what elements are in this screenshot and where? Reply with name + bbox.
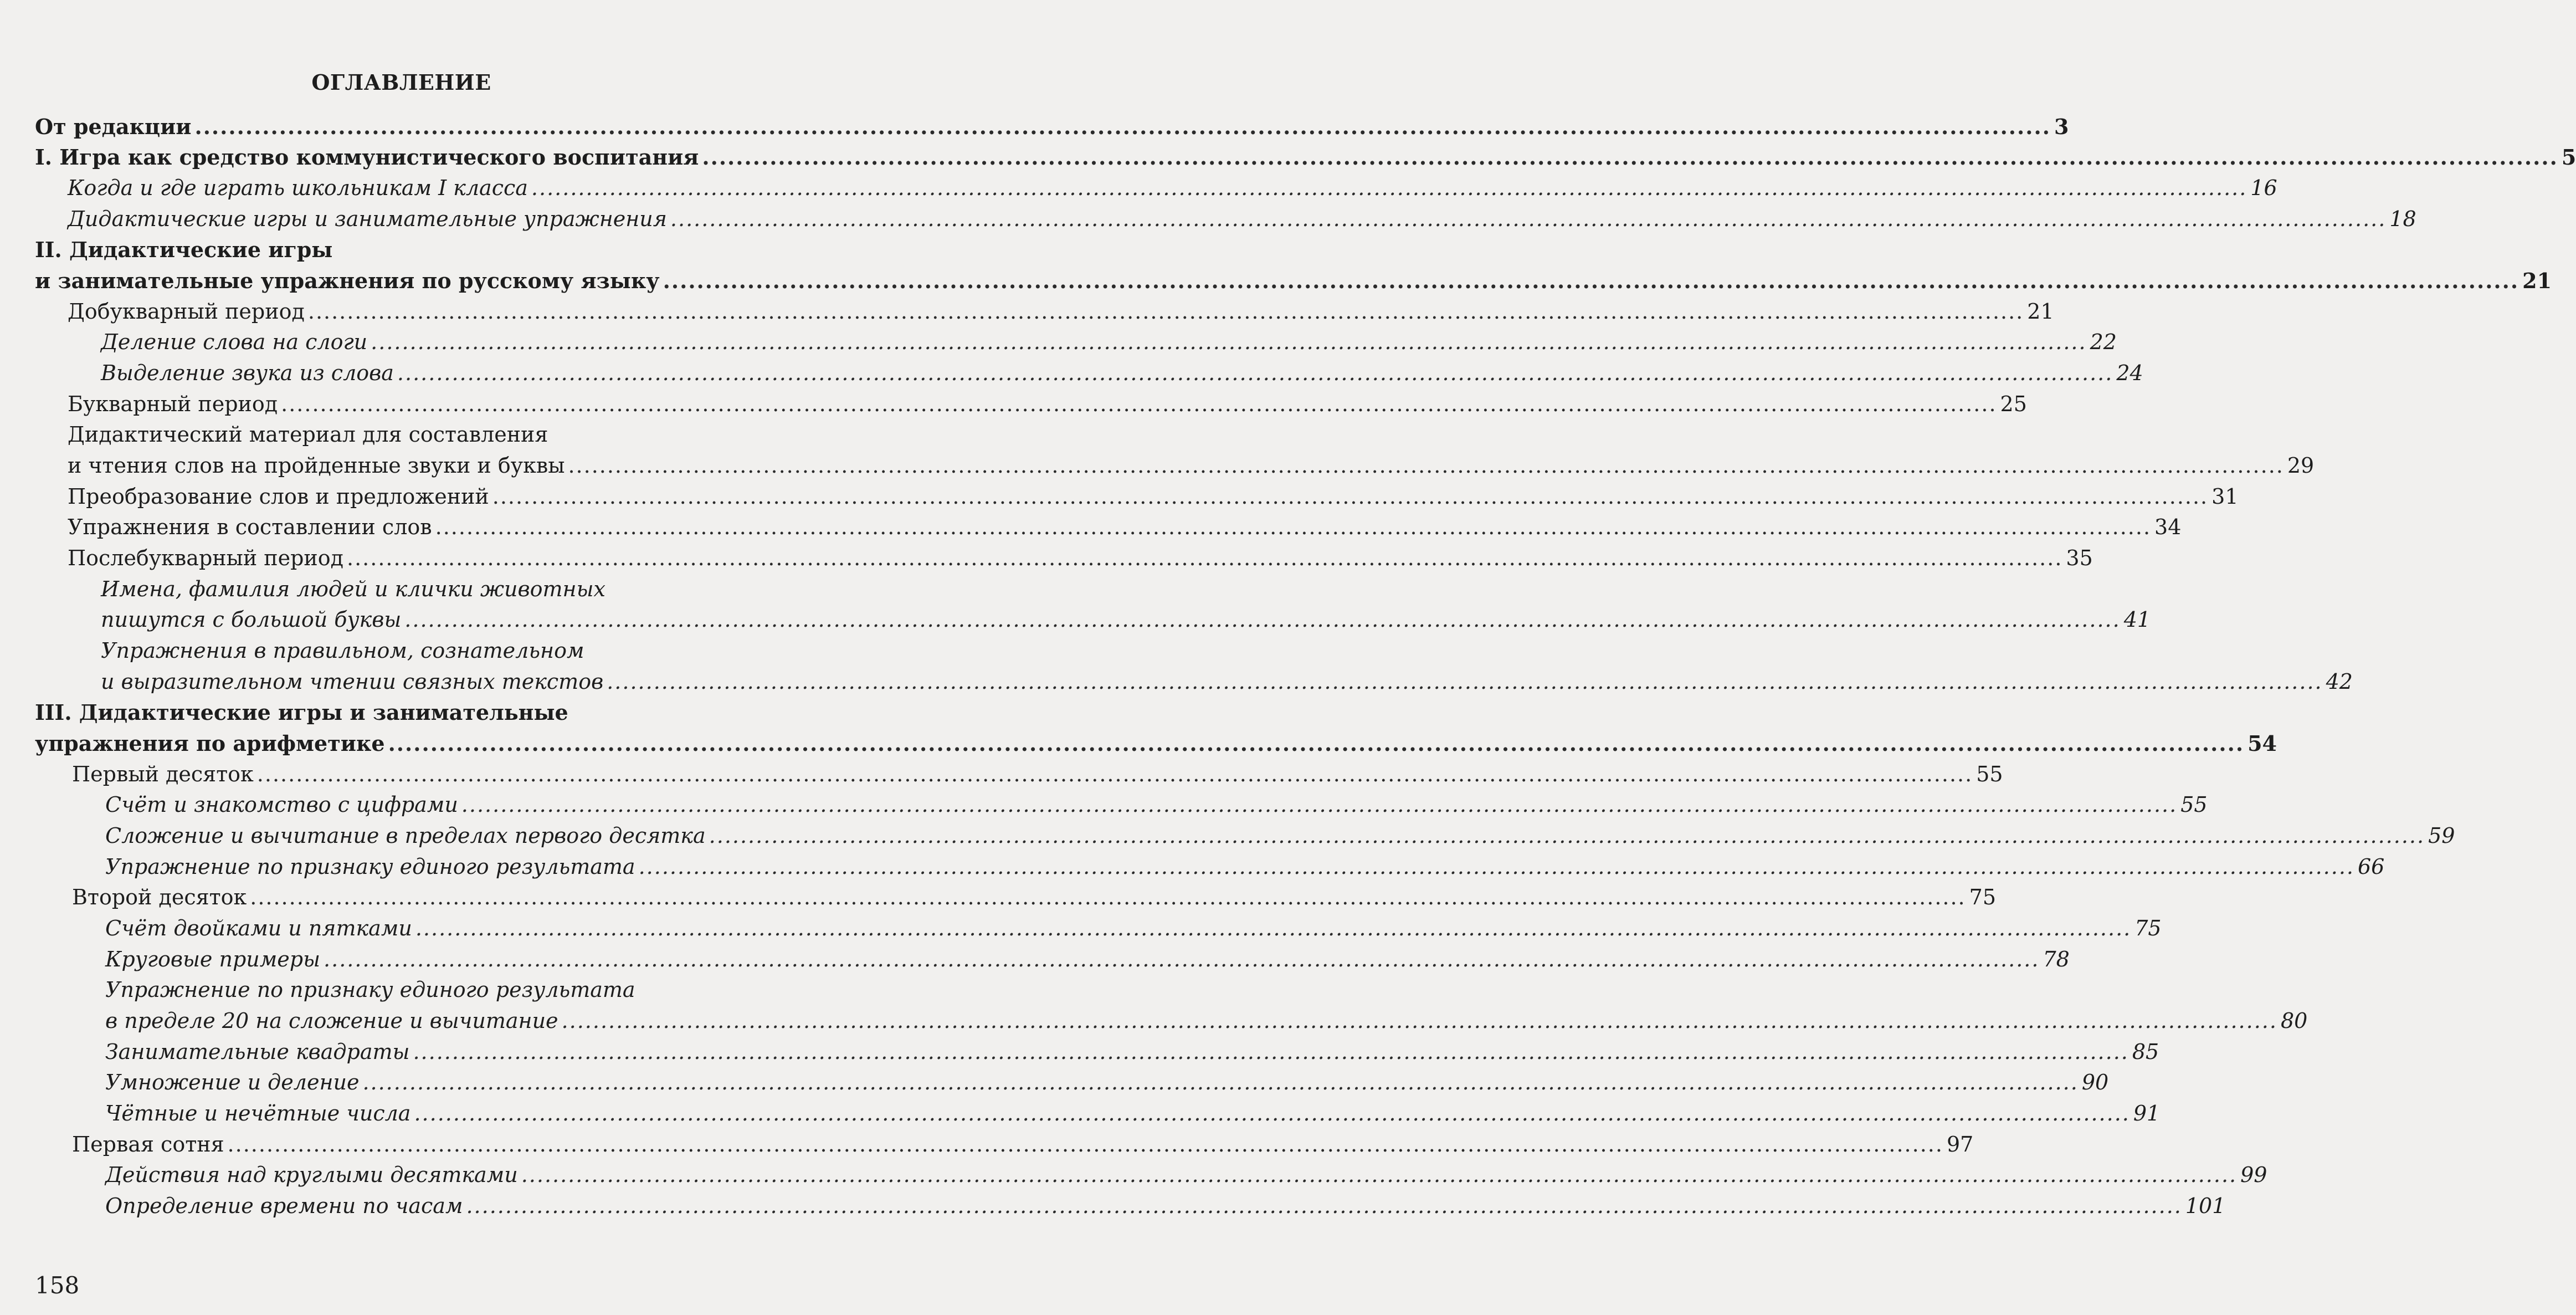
toc-entry <box>68 546 2093 570</box>
toc-leader-dots: ............................................................................................................................................................................................................................ <box>492 484 2209 509</box>
toc-leader-dots: ............................................................................................................................................................................................................................ <box>227 1132 1943 1157</box>
toc-entry-title: Первая сотня <box>72 1132 224 1157</box>
toc-entry-page: 85 <box>2132 1040 2159 1064</box>
toc-entry <box>101 330 2117 354</box>
toc-entry-title: Деление слова на слоги <box>101 330 368 354</box>
toc-entry-page: 21 <box>2522 268 2552 293</box>
toc-leader-dots: ............................................................................................................................................................................................................................ <box>709 823 2425 848</box>
toc-entry <box>105 855 2385 879</box>
toc-entry-title: и занимательные упражнения по русскому языку <box>35 268 660 293</box>
toc-leader-dots: ............................................................................................................................................................................................................................ <box>256 762 1973 786</box>
toc-entry-title: Упражнение по признаку единого результата <box>105 978 635 1002</box>
toc-leader-dots: ............................................................................................................................................................................................................................ <box>531 176 2247 200</box>
toc-entry-title: Чётные и нечётные числа <box>105 1101 411 1125</box>
toc-leader-dots: ............................................................................................................................................................................................................................ <box>466 1194 2182 1218</box>
toc-entry-page: 55 <box>1976 762 2003 786</box>
toc-entry <box>105 1194 2226 1218</box>
toc-entry <box>105 1101 2161 1125</box>
toc-leader-dots: ............................................................................................................................................................................................................................ <box>362 1070 2079 1094</box>
toc-entry <box>68 207 2416 231</box>
toc-entry-page: 18 <box>2389 207 2416 231</box>
toc-entry-page: 25 <box>2000 392 2027 416</box>
toc-entry-title: пишутся с большой буквы <box>101 607 402 632</box>
toc-entry-title: Дидактические игры и занимательные упражнения <box>68 207 667 231</box>
toc-entry-page: 99 <box>2240 1163 2267 1187</box>
toc-entry-page: 3 <box>2054 114 2069 139</box>
toc-entry-page: 91 <box>2133 1101 2161 1125</box>
toc-entry-page: 78 <box>2043 947 2070 971</box>
toc-entry <box>101 669 2353 694</box>
toc-entry-title: Счёт двойками и пятками <box>105 916 412 940</box>
toc-leader-dots: ............................................................................................................................................................................................................................ <box>281 392 1997 416</box>
toc-entry-page: 80 <box>2280 1009 2308 1033</box>
toc-entry-page: 97 <box>1946 1132 1974 1157</box>
toc-entry <box>68 453 2315 478</box>
page-number: 158 <box>35 1272 80 1299</box>
toc-entry <box>35 700 745 725</box>
toc-entry <box>68 299 2054 324</box>
toc-entry-title: и чтения слов на пройденные звуки и буквы <box>68 453 565 478</box>
toc-leader-dots: ............................................................................................................................................................................................................................ <box>324 947 2040 971</box>
toc-entry-page: 41 <box>2123 607 2151 632</box>
toc-leader-dots: ............................................................................................................................................................................................................................ <box>638 855 2354 879</box>
toc-entry-title: II. Дидактические игры <box>35 237 333 262</box>
toc-entry <box>72 885 1996 909</box>
toc-entry-page: 31 <box>2211 484 2239 509</box>
toc-entry-title: III. Дидактические игры и занимательные <box>35 700 568 725</box>
toc-entry-title: упражнения по арифметике <box>35 731 385 756</box>
toc-entry <box>105 1009 2308 1033</box>
toc-entry-page: 29 <box>2287 453 2315 478</box>
toc-entry-page: 101 <box>2185 1194 2226 1218</box>
toc-entry <box>105 916 2162 940</box>
toc-entry-page: 90 <box>2081 1070 2109 1094</box>
toc-entry <box>68 484 2239 509</box>
toc-entry <box>68 392 2027 416</box>
toc-entry <box>105 792 2208 817</box>
toc-entry-page: 22 <box>2090 330 2117 354</box>
toc-entry <box>101 361 2143 385</box>
toc-entry-title: Добукварный период <box>68 299 305 324</box>
toc-leader-dots: ............................................................................................................................................................................................................................ <box>435 515 2152 539</box>
toc-entry <box>101 638 745 663</box>
toc-entry-title: Послебукварный период <box>68 546 344 570</box>
toc-entry-page: 24 <box>2116 361 2143 385</box>
toc-entry-title: Упражнения в правильном, сознательном <box>101 638 584 663</box>
toc-entry-page: 16 <box>2250 176 2277 200</box>
toc-entry-title: Упражнение по признаку единого результата <box>105 855 635 879</box>
toc-entry-page: 34 <box>2154 515 2182 539</box>
toc-entry-title: Сложение и вычитание в пределах первого десятка <box>105 823 706 848</box>
toc-entry-page: 75 <box>2134 916 2162 940</box>
toc-leader-dots: ............................................................................................................................................................................................................................ <box>414 1101 2130 1125</box>
toc-entry-page: 66 <box>2358 855 2385 879</box>
toc-entry-title: в пределе 20 на сложение и вычитание <box>105 1009 558 1033</box>
toc-entry <box>68 422 745 447</box>
toc-entry <box>105 947 2070 971</box>
toc-leader-dots: ............................................................................................................................................................................................................................ <box>347 546 2063 570</box>
toc-leader-dots: ............................................................................................................................................................................................................................ <box>413 1040 2129 1064</box>
toc-leader-dots: ............................................................................................................................................................................................................................ <box>663 268 2519 293</box>
toc-entry-page: 59 <box>2428 823 2455 848</box>
toc-entry <box>101 607 2151 632</box>
toc-leader-dots: ............................................................................................................................................................................................................................ <box>607 669 2323 694</box>
toc-entry-title: Определение времени по часам <box>105 1194 463 1218</box>
toc-leader-dots: ............................................................................................................................................................................................................................ <box>461 792 2178 817</box>
toc-entry-title: Букварный период <box>68 392 278 416</box>
toc-entry-title: От редакции <box>35 114 192 139</box>
toc-entry-page: 35 <box>2066 546 2093 570</box>
page-title: ОГЛАВЛЕНИЕ <box>311 70 491 95</box>
toc-entry-title: Занимательные квадраты <box>105 1040 410 1064</box>
toc-entry <box>105 978 751 1002</box>
toc-entry-title: Когда и где играть школьникам I класса <box>68 176 528 200</box>
toc-leader-dots: ............................................................................................................................................................................................................................ <box>521 1163 2238 1187</box>
toc-leader-dots: ............................................................................................................................................................................................................................ <box>371 330 2087 354</box>
toc-entry <box>72 762 2003 786</box>
toc-leader-dots: ............................................................................................................................................................................................................................ <box>568 453 2284 478</box>
toc-leader-dots: ............................................................................................................................................................................................................................ <box>561 1009 2277 1033</box>
toc-entry-title: Выделение звука из слова <box>101 361 394 385</box>
toc-leader-dots: ............................................................................................................................................................................................................................ <box>415 916 2132 940</box>
toc-entry-title: Действия над круглыми десятками <box>105 1163 518 1187</box>
toc-entry <box>105 1070 2109 1094</box>
toc-entry-page: 55 <box>2180 792 2208 817</box>
toc-entry-page: 75 <box>1969 885 1996 909</box>
toc-entry-page: 21 <box>2027 299 2054 324</box>
toc-entry-title: I. Игра как средство коммунистического воспитания <box>35 145 699 170</box>
toc-entry-title: Второй десяток <box>72 885 247 909</box>
toc-leader-dots: ............................................................................................................................................................................................................................ <box>702 145 2558 170</box>
toc-entry <box>105 823 2455 848</box>
toc-entry-page: 54 <box>2247 731 2277 756</box>
toc-entry-title: Дидактический материал для составления <box>68 422 548 447</box>
toc-leader-dots: ............................................................................................................................................................................................................................ <box>388 731 2245 756</box>
toc-entry-title: Круговые примеры <box>105 947 321 971</box>
toc-leader-dots: ............................................................................................................................................................................................................................ <box>194 114 2051 139</box>
toc-entry <box>105 1040 2159 1064</box>
toc-entry-page: 42 <box>2326 669 2353 694</box>
toc-entry <box>35 731 2277 756</box>
toc-leader-dots: ............................................................................................................................................................................................................................ <box>307 299 2024 324</box>
toc-entry-title: Первый десяток <box>72 762 254 786</box>
toc-entry <box>35 237 745 262</box>
toc-entry <box>101 577 745 601</box>
toc-entry-title: Преобразование слов и предложений <box>68 484 489 509</box>
toc-entry-title: и выразительном чтении связных текстов <box>101 669 604 694</box>
toc-leader-dots: ............................................................................................................................................................................................................................ <box>250 885 1966 909</box>
toc-entry-title: Имена, фамилия людей и клички животных <box>101 577 605 601</box>
toc-leader-dots: ............................................................................................................................................................................................................................ <box>397 361 2113 385</box>
toc-leader-dots: ............................................................................................................................................................................................................................ <box>404 607 2121 632</box>
toc-entry <box>72 1132 1974 1157</box>
toc-entry <box>68 515 2182 539</box>
toc-entry <box>68 176 2277 200</box>
toc-entry-title: Умножение и деление <box>105 1070 360 1094</box>
toc-entry-title: Счёт и знакомство с цифрами <box>105 792 458 817</box>
toc-entry <box>35 145 2576 170</box>
toc-leader-dots: ............................................................................................................................................................................................................................ <box>670 207 2387 231</box>
toc-entry <box>35 114 2069 139</box>
toc-entry-title: Упражнения в составлении слов <box>68 515 432 539</box>
toc-entry <box>35 268 2552 293</box>
toc-entry-page: 5 <box>2561 145 2576 170</box>
toc-entry <box>105 1163 2267 1187</box>
